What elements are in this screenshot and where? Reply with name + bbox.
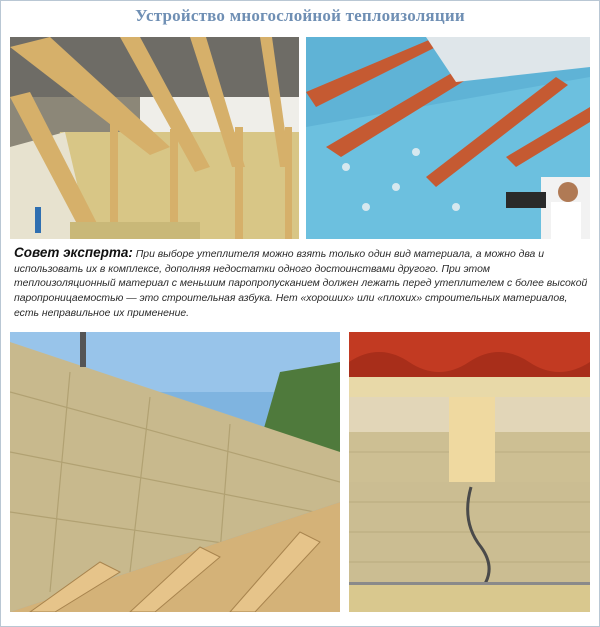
expert-tip-heading: Совет эксперта: xyxy=(14,245,133,260)
blue-foam-boards-photo xyxy=(306,37,590,239)
roof-section-layers-image xyxy=(349,332,590,612)
roof-stone-wool-slabs-photo xyxy=(10,332,340,612)
expert-tip-text: При выборе утеплителя можно взять только один вид материала, а можно два и использовать их в комплексе, дополняя недостатки одного достоинствами другого. При этом теплоизоляционный материал с меньшим паропропусканием должен лежать перед утеплителем с более высокой паропроницаемостью — это строительная азбука. Нет «хороших» или «плохих» строительных материалов, есть неправильное их применение. xyxy=(14,249,588,319)
roof-section-layers-photo xyxy=(349,332,590,612)
expert-tip xyxy=(14,246,590,322)
blue-foam-boards-image xyxy=(306,37,590,239)
page-title: Устройство многослойной теплоизоляции xyxy=(135,6,465,25)
attic-mineral-wool-photo xyxy=(10,37,299,239)
attic-mineral-wool-image xyxy=(10,37,299,239)
roof-stone-wool-slabs-image xyxy=(10,332,340,612)
